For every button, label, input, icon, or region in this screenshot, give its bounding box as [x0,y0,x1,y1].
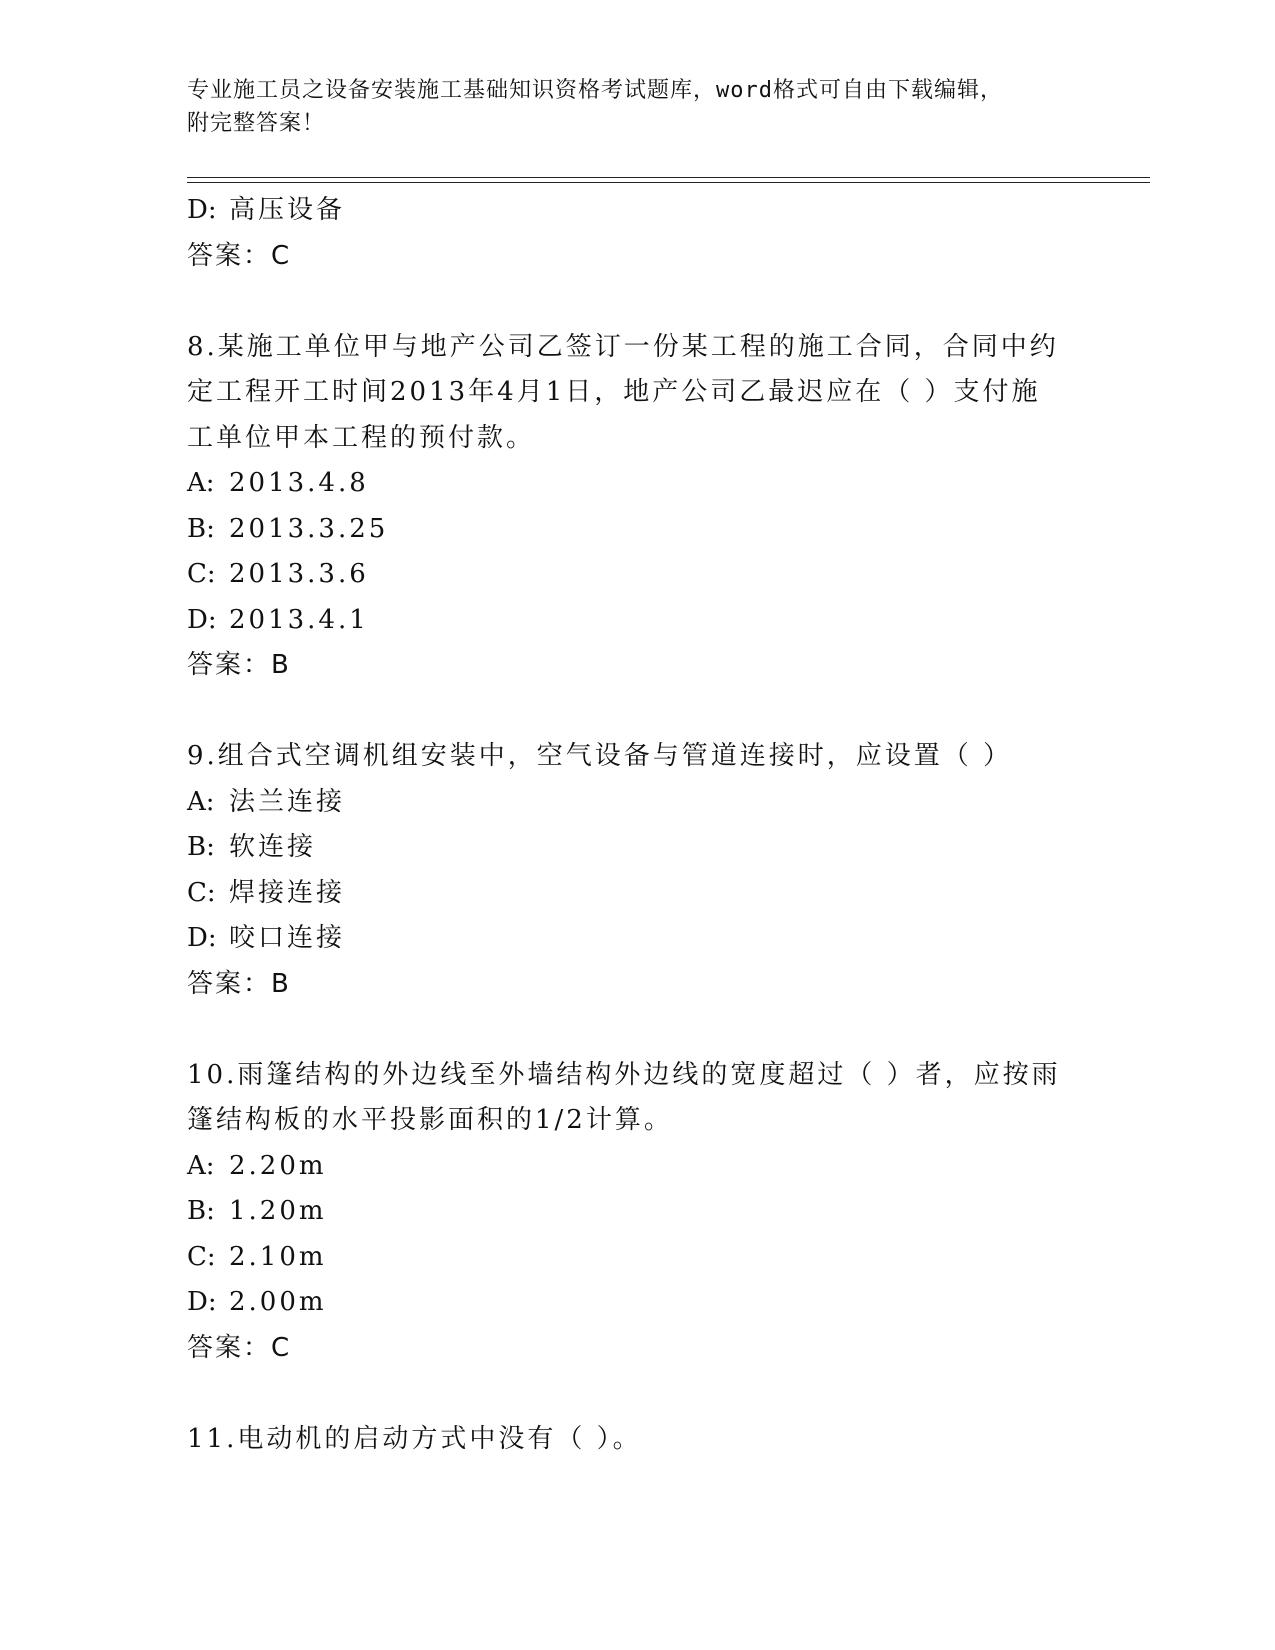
option-label: A: [187,786,215,817]
option-text: 2013.3.25 [229,513,389,544]
option-label: B: [187,832,215,862]
answer-line: 答案：B [187,650,291,680]
option-text: 2.00m [229,1287,327,1317]
question-text-line: 11.电动机的启动方式中没有（ ）。 [187,1423,642,1454]
question-11-text [187,1417,1067,1463]
option-text: 2.10m [229,1241,327,1272]
option-text: 软连接 [229,832,317,862]
option-c [187,871,1087,917]
option-label: D: [187,195,217,225]
option-label: D: [187,1287,217,1317]
option-text: 2013.4.8 [229,468,369,498]
option-d [187,1280,1087,1326]
spacer [187,689,1087,735]
option-text: 咬口连接 [229,923,346,953]
question-text-line: 篷结构板的水平投影面积的1/2计算。 [187,1105,673,1135]
option-a [187,780,1087,826]
option-text: 2.20m [229,1150,327,1181]
option-b [187,1189,1087,1235]
option-label: C: [187,877,216,908]
question-text-line: 10.雨篷结构的外边线至外墙结构外边线的宽度超过（ ）者，应按雨 [187,1059,1061,1090]
answer-line: 答案：C [187,240,292,271]
answer-line: 答案：B [187,968,291,999]
option-d [187,188,1087,234]
option-text: 1.20m [229,1196,327,1226]
question-list [187,188,1087,1462]
option-label: B: [187,513,215,544]
question-8-text [187,325,1067,462]
option-label: D: [187,923,217,953]
option-a [187,1144,1087,1190]
spacer [187,1007,1087,1053]
option-label: B: [187,1196,215,1226]
option-label: C: [187,1241,216,1272]
option-b [187,507,1087,553]
option-c [187,552,1087,598]
header-line-1: 专业施工员之设备安装施工基础知识资格考试题库，word格式可自由下载编辑， [187,78,1003,103]
question-text-line: 9.组合式空调机组安装中，空气设备与管道连接时，应设置（ ） [187,741,1013,771]
option-label: D: [187,604,217,635]
option-text: 高压设备 [229,195,346,225]
option-b [187,825,1087,871]
option-text: 2013.3.6 [229,559,369,589]
question-10-text [187,1053,1067,1144]
question-text-line: 8.某施工单位甲与地产公司乙签订一份某工程的施工合同，合同中约 [187,331,1059,362]
option-d [187,598,1087,644]
option-text: 焊接连接 [229,877,346,908]
option-label: A: [187,468,215,498]
option-label: C: [187,559,216,589]
option-label: A: [187,1150,215,1181]
option-c [187,1235,1087,1281]
question-text-line: 工单位甲本工程的预付款。 [187,422,536,453]
option-text: 法兰连接 [229,786,346,817]
question-text-line: 定工程开工时间2013年4月1日，地产公司乙最迟应在（ ）支付施 [187,377,1041,407]
header-divider-bottom [187,182,1150,183]
question-9-text [187,734,1067,780]
header-line-2: 附完整答案！ [187,111,326,136]
spacer [187,279,1087,325]
option-d [187,916,1087,962]
header-divider-top [187,177,1150,178]
spacer [187,1371,1087,1417]
document-header [187,74,1067,140]
answer-line: 答案：C [187,1332,292,1363]
option-text: 2013.4.1 [229,604,369,635]
option-a [187,461,1087,507]
